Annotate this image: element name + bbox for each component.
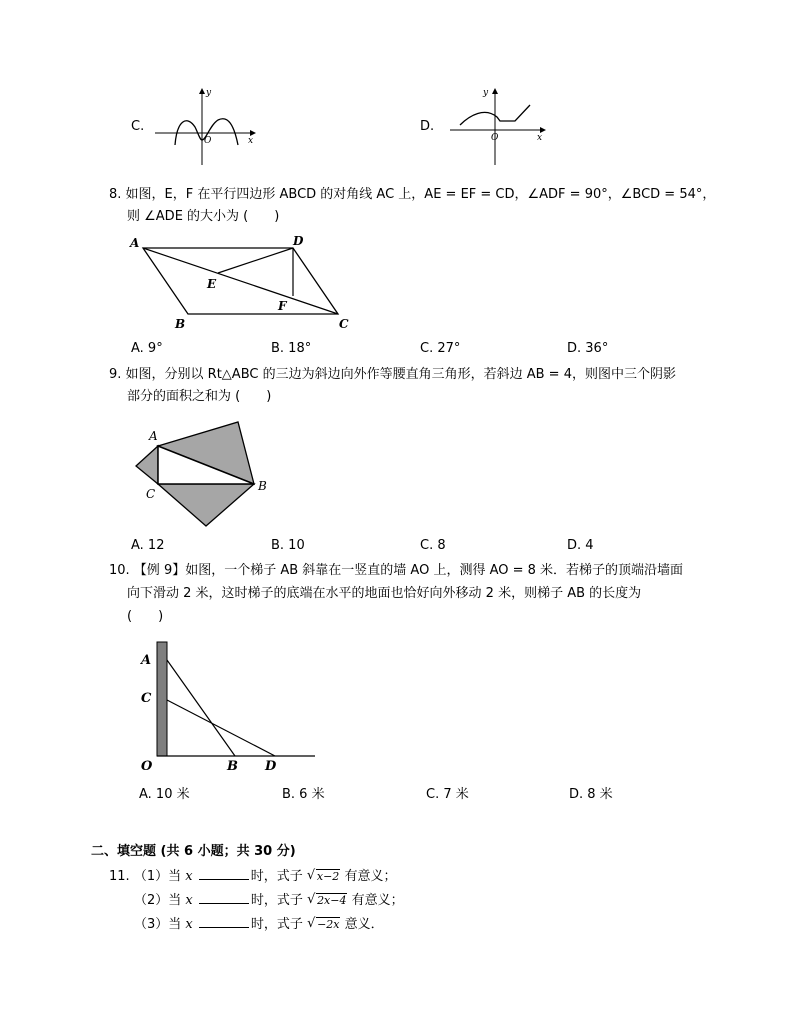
q9-option-b[interactable]: B. 10: [271, 538, 305, 553]
q9-stem-line2: 部分的面积之和为 ( ): [127, 389, 272, 404]
option-d-label: D.: [420, 119, 435, 134]
q10-stem-line1: 10. 【例 9】如图，一个梯子 AB 斜靠在一竖直的墙 AO 上，测得 AO = 8 米．若梯子的顶端沿墙面: [109, 563, 684, 578]
svg-text:B: B: [227, 759, 238, 774]
q11-part1: 11. （1）当 x 时，式子 √ x−2 有意义；: [109, 868, 397, 884]
q11-part2: （2）当 x 时，式子 √ 2x−4 有意义；: [134, 892, 404, 908]
q8-option-c[interactable]: C. 27°: [420, 341, 461, 356]
section-fill-in-title: 二、填空题 (共 6 小题；共 30 分): [91, 844, 296, 859]
svg-text:D: D: [265, 759, 277, 774]
svg-text:C: C: [339, 317, 349, 331]
q11-blank-1[interactable]: [199, 867, 249, 880]
svg-text:O: O: [491, 133, 499, 143]
q11-blank-2[interactable]: [199, 891, 249, 904]
svg-text:B: B: [258, 479, 267, 493]
q9-triangles-figure: [130, 418, 290, 530]
option-c-label: C.: [131, 119, 145, 134]
svg-text:A: A: [149, 429, 158, 443]
svg-text:O: O: [141, 759, 153, 774]
svg-text:O: O: [204, 136, 212, 146]
q8-option-b[interactable]: B. 18°: [271, 341, 312, 356]
q11-radical-2: √ 2x−4: [307, 892, 347, 907]
svg-text:D: D: [293, 234, 304, 248]
q11-radical-1: √ x−2: [306, 868, 340, 883]
q9-option-a[interactable]: A. 12: [131, 538, 165, 553]
q10-stem-line3: ( ): [127, 609, 164, 624]
svg-text:C: C: [146, 487, 156, 501]
svg-text:A: A: [141, 653, 152, 668]
q10-option-a[interactable]: A. 10 米: [139, 787, 190, 802]
svg-text:E: E: [207, 277, 217, 291]
graph-option-d: [445, 85, 555, 170]
svg-text:B: B: [175, 317, 186, 331]
q9-stem-line1: 9. 如图，分别以 Rt△ABC 的三边为斜边向外作等腰直角三角形，若斜边 AB = 4，则图中三个阴影: [109, 367, 676, 382]
graph-option-c: [150, 85, 260, 170]
q11-radical-3: √ −2x: [307, 916, 340, 931]
q9-option-d[interactable]: D. 4: [567, 538, 594, 553]
q10-option-d[interactable]: D. 8 米: [569, 787, 613, 802]
svg-text:x: x: [537, 133, 543, 143]
svg-text:A: A: [130, 236, 140, 250]
q11-blank-3[interactable]: [199, 915, 249, 928]
q10-option-c[interactable]: C. 7 米: [426, 787, 469, 802]
q10-stem-line2: 向下滑动 2 米，这时梯子的底端在水平的地面也恰好向外移动 2 米，则梯子 AB 的长度为: [127, 586, 642, 601]
q10-option-b[interactable]: B. 6 米: [282, 787, 325, 802]
svg-text:F: F: [278, 299, 287, 313]
svg-text:y: y: [206, 88, 212, 98]
svg-text:y: y: [483, 88, 489, 98]
svg-text:C: C: [141, 691, 152, 706]
q8-stem-line1: 8. 如图，E，F 在平行四边形 ABCD 的对角线 AC 上，AE = EF = CD，∠ADF = 90°，∠BCD = 54°，: [109, 187, 716, 202]
q10-ladder-figure: [135, 636, 320, 776]
q8-stem-line2: 则 ∠ADE 的大小为 ( ): [127, 209, 280, 224]
svg-text:x: x: [248, 136, 254, 146]
q9-option-c[interactable]: C. 8: [420, 538, 446, 553]
q11-part3: （3）当 x 时，式子 √ −2x 意义．: [134, 916, 384, 932]
q8-option-a[interactable]: A. 9°: [131, 341, 163, 356]
q8-parallelogram-figure: [125, 232, 365, 334]
q8-option-d[interactable]: D. 36°: [567, 341, 609, 356]
q11-number: 11.: [109, 869, 130, 884]
